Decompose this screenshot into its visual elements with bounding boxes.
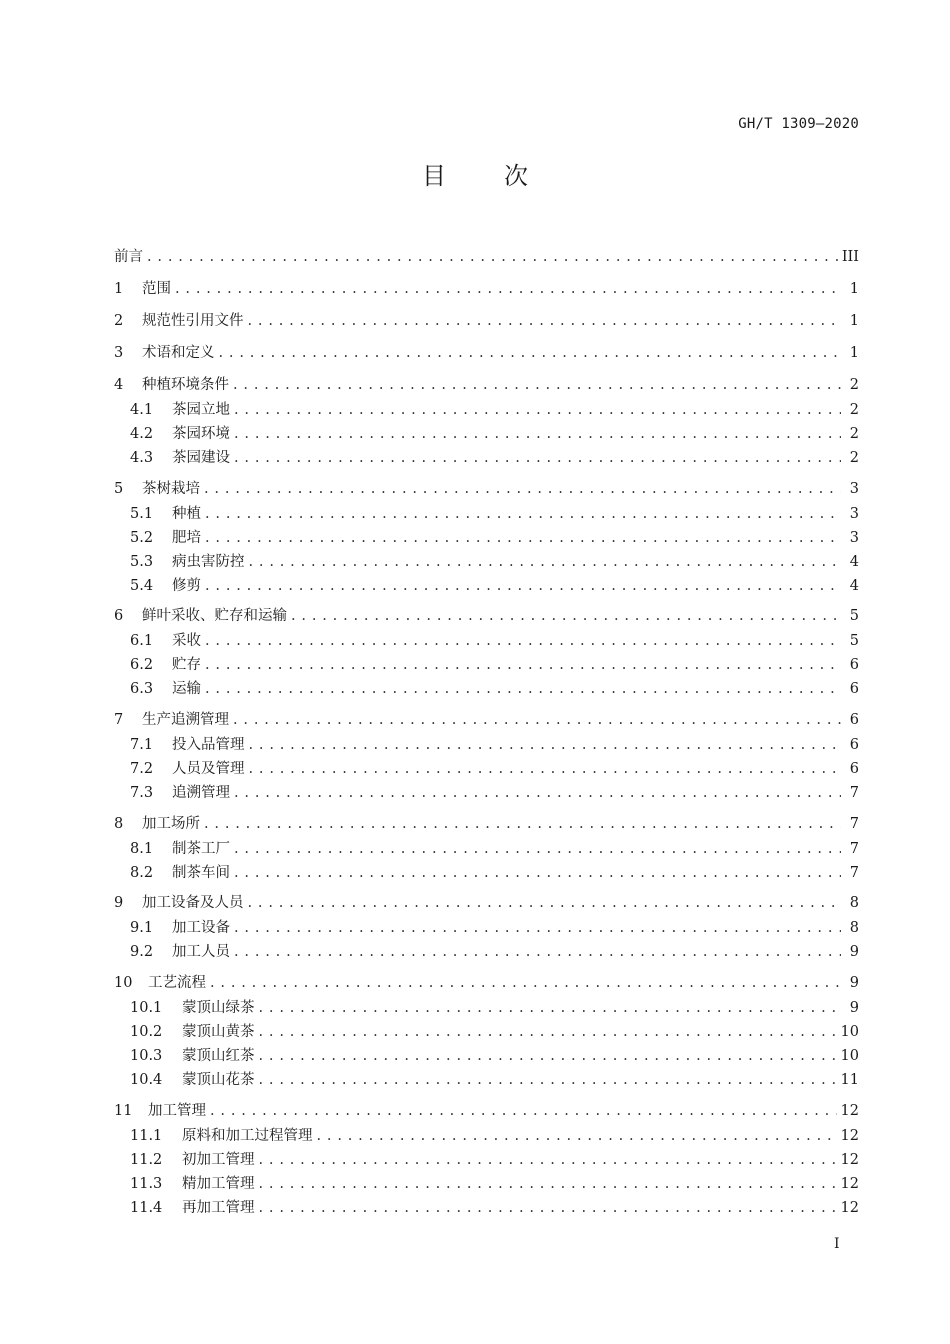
- toc-dot-leader: [234, 424, 841, 444]
- page-number: I: [834, 1236, 840, 1252]
- toc-entry[interactable]: [114, 1126, 859, 1146]
- toc-entry[interactable]: [114, 606, 859, 626]
- toc-entry[interactable]: [114, 710, 859, 730]
- toc-entry-page: 5: [849, 608, 859, 624]
- toc-dot-leader: [249, 552, 842, 572]
- toc-dot-leader: [234, 942, 841, 962]
- toc-entry-page: III: [841, 249, 859, 265]
- toc-entry-label: 加工管理: [148, 1103, 206, 1119]
- toc-dot-leader: [175, 279, 841, 299]
- toc-entry-page: 6: [849, 681, 859, 697]
- toc-entry[interactable]: [114, 942, 859, 962]
- toc-entry-page: 12: [840, 1103, 859, 1119]
- toc-dot-leader: [234, 448, 841, 468]
- toc-entry-number: 6: [114, 608, 124, 624]
- toc-entry-label: 加工设备: [172, 920, 230, 936]
- toc-entry-page: 1: [849, 281, 859, 297]
- toc-entry[interactable]: [114, 1174, 859, 1194]
- toc-entry-label: 前言: [114, 249, 143, 265]
- toc-entry-number: 5.1: [130, 506, 154, 522]
- toc-entry-number: 11.1: [130, 1128, 163, 1144]
- toc-dot-leader: [205, 504, 841, 524]
- toc-entry-number: 7.1: [130, 737, 154, 753]
- toc-entry-page: 3: [849, 506, 859, 522]
- toc-entry-label: 鲜叶采收、贮存和运输: [142, 608, 287, 624]
- toc-dot-leader: [317, 1126, 837, 1146]
- toc-entry-page: 7: [849, 865, 859, 881]
- toc-entry-page: 2: [849, 450, 859, 466]
- toc-entry[interactable]: [114, 400, 859, 420]
- toc-dot-leader: [204, 814, 841, 834]
- toc-entry[interactable]: [114, 973, 859, 993]
- toc-entry-number: 7.3: [130, 785, 154, 801]
- toc-entry-page: 2: [849, 426, 859, 442]
- toc-entry-label: 茶园立地: [172, 402, 230, 418]
- toc-dot-leader: [205, 576, 841, 596]
- toc-dot-leader: [210, 973, 841, 993]
- toc-entry-number: 8: [114, 816, 124, 832]
- toc-entry-page: 2: [849, 377, 859, 393]
- page-title: [0, 156, 950, 191]
- toc-entry-number: 11.2: [130, 1152, 163, 1168]
- toc-entry-page: 12: [840, 1176, 859, 1192]
- toc-entry-number: 10: [114, 975, 133, 991]
- toc-entry-page: 6: [849, 657, 859, 673]
- toc-entry[interactable]: [114, 1022, 859, 1042]
- toc-entry[interactable]: [114, 576, 859, 596]
- toc-entry[interactable]: [114, 735, 859, 755]
- toc-dot-leader: [249, 735, 842, 755]
- toc-entry-label: 生产追溯管理: [142, 712, 229, 728]
- toc-entry-label: 术语和定义: [142, 345, 215, 361]
- toc-entry-label: 范围: [142, 281, 171, 297]
- toc-entry-label: 蒙顶山黄茶: [182, 1024, 255, 1040]
- toc-entry-page: 6: [849, 761, 859, 777]
- toc-entry-page: 10: [840, 1024, 859, 1040]
- toc-entry[interactable]: [114, 998, 859, 1018]
- toc-entry-page: 5: [849, 633, 859, 649]
- toc-entry-number: 2: [114, 313, 124, 329]
- toc-dot-leader: [234, 783, 841, 803]
- toc-dot-leader: [249, 759, 842, 779]
- toc-entry[interactable]: [114, 479, 859, 499]
- toc-entry[interactable]: [114, 448, 859, 468]
- toc-entry-number: 1: [114, 281, 124, 297]
- toc-entry[interactable]: [114, 424, 859, 444]
- toc-dot-leader: [259, 1046, 837, 1066]
- toc-entry-page: 6: [849, 737, 859, 753]
- toc-entry-page: 10: [840, 1048, 859, 1064]
- toc-dot-leader: [248, 311, 842, 331]
- toc-entry-label: 种植环境条件: [142, 377, 229, 393]
- toc-entry[interactable]: [114, 918, 859, 938]
- toc-entry-number: 10.2: [130, 1024, 163, 1040]
- toc-dot-leader: [234, 839, 841, 859]
- toc-entry[interactable]: [114, 279, 859, 299]
- toc-entry-label: 初加工管理: [182, 1152, 255, 1168]
- toc-entry-number: 5.2: [130, 530, 154, 546]
- toc-dot-leader: [233, 710, 841, 730]
- toc-entry-number: 8.2: [130, 865, 154, 881]
- toc-entry-page: 2: [849, 402, 859, 418]
- toc-entry-number: 9.1: [130, 920, 154, 936]
- toc-entry-label: 制茶车间: [172, 865, 230, 881]
- toc-entry-number: 5: [114, 481, 124, 497]
- toc-entry-number: 5.4: [130, 578, 154, 594]
- toc-dot-leader: [219, 343, 842, 363]
- toc-entry-label: 加工人员: [172, 944, 230, 960]
- toc-dot-leader: [234, 400, 841, 420]
- toc-entry-page: 4: [849, 554, 859, 570]
- title-char-2: 次: [504, 162, 528, 190]
- toc-entry-label: 茶树栽培: [142, 481, 200, 497]
- toc-dot-leader: [210, 1101, 837, 1121]
- toc-entry-label: 贮存: [172, 657, 201, 673]
- toc-entry-page: 8: [849, 895, 859, 911]
- toc-entry-label: 运输: [172, 681, 201, 697]
- toc-entry-label: 蒙顶山红茶: [182, 1048, 255, 1064]
- toc-entry[interactable]: [114, 759, 859, 779]
- toc-entry-page: 11: [840, 1072, 859, 1088]
- title-char-1: 目: [422, 162, 446, 190]
- toc-entry-page: 7: [849, 816, 859, 832]
- toc-entry[interactable]: [114, 1046, 859, 1066]
- toc-entry-label: 精加工管理: [182, 1176, 255, 1192]
- toc-dot-leader: [205, 528, 841, 548]
- toc-entry-label: 追溯管理: [172, 785, 230, 801]
- toc-entry-page: 12: [840, 1152, 859, 1168]
- toc-dot-leader: [234, 918, 841, 938]
- toc-entry-number: 9.2: [130, 944, 154, 960]
- toc-entry-label: 种植: [172, 506, 201, 522]
- toc-dot-leader: [248, 893, 842, 913]
- toc-entry-page: 12: [840, 1200, 859, 1216]
- toc-entry[interactable]: [114, 814, 859, 834]
- toc-entry[interactable]: [114, 655, 859, 675]
- toc-entry[interactable]: [114, 1198, 859, 1218]
- toc-entry-page: 8: [849, 920, 859, 936]
- toc-entry-number: 3: [114, 345, 124, 361]
- toc-entry-number: 8.1: [130, 841, 154, 857]
- toc-entry[interactable]: [114, 375, 859, 395]
- toc-entry[interactable]: [114, 343, 859, 363]
- toc-dot-leader: [147, 247, 838, 267]
- toc-entry-label: 蒙顶山花茶: [182, 1072, 255, 1088]
- toc-dot-leader: [259, 1174, 837, 1194]
- toc-entry-number: 4: [114, 377, 124, 393]
- toc-entry[interactable]: [114, 528, 859, 548]
- toc-entry-number: 6.3: [130, 681, 154, 697]
- toc-entry-label: 修剪: [172, 578, 201, 594]
- toc-entry-label: 加工场所: [142, 816, 200, 832]
- toc-entry-label: 病虫害防控: [172, 554, 245, 570]
- toc-entry[interactable]: [114, 783, 859, 803]
- toc-entry-number: 6.2: [130, 657, 154, 673]
- toc-dot-leader: [233, 375, 841, 395]
- toc-dot-leader: [259, 1198, 837, 1218]
- toc-entry-label: 制茶工厂: [172, 841, 230, 857]
- toc-entry[interactable]: [114, 1070, 859, 1090]
- toc-entry-label: 投入品管理: [172, 737, 245, 753]
- toc-entry-label: 规范性引用文件: [142, 313, 244, 329]
- toc-dot-leader: [204, 479, 841, 499]
- toc-entry-page: 12: [840, 1128, 859, 1144]
- toc-entry-number: 10.1: [130, 1000, 163, 1016]
- toc-entry-label: 茶园环境: [172, 426, 230, 442]
- toc-entry-label: 再加工管理: [182, 1200, 255, 1216]
- toc-entry-label: 茶园建设: [172, 450, 230, 466]
- toc-entry-number: 7: [114, 712, 124, 728]
- toc-entry-number: 4.3: [130, 450, 154, 466]
- toc-entry[interactable]: [114, 839, 859, 859]
- toc-dot-leader: [259, 1150, 837, 1170]
- toc-dot-leader: [259, 1022, 837, 1042]
- toc-dot-leader: [234, 863, 841, 883]
- toc-dot-leader: [291, 606, 841, 626]
- toc-entry[interactable]: [114, 863, 859, 883]
- toc-entry[interactable]: [114, 893, 859, 913]
- toc-entry-page: 4: [849, 578, 859, 594]
- toc-entry-number: 11.3: [130, 1176, 163, 1192]
- toc-entry[interactable]: [114, 504, 859, 524]
- toc-entry-number: 11: [114, 1103, 133, 1119]
- toc-dot-leader: [205, 655, 841, 675]
- toc-entry[interactable]: [114, 247, 859, 267]
- toc-entry-number: 10.4: [130, 1072, 163, 1088]
- toc-entry[interactable]: [114, 311, 859, 331]
- toc-entry-label: 蒙顶山绿茶: [182, 1000, 255, 1016]
- toc-dot-leader: [259, 998, 842, 1018]
- toc-entry-number: 10.3: [130, 1048, 163, 1064]
- toc-entry-number: 9: [114, 895, 124, 911]
- toc-entry-page: 1: [849, 345, 859, 361]
- toc-entry-page: 6: [849, 712, 859, 728]
- toc-entry-number: 5.3: [130, 554, 154, 570]
- toc-entry-page: 9: [849, 944, 859, 960]
- toc-dot-leader: [205, 631, 841, 651]
- standard-code: GH/T 1309—2020: [738, 116, 859, 132]
- toc-entry-label: 原料和加工过程管理: [182, 1128, 313, 1144]
- toc-entry[interactable]: [114, 1150, 859, 1170]
- toc-entry-number: 4.2: [130, 426, 154, 442]
- toc-entry[interactable]: [114, 679, 859, 699]
- toc-entry-page: 9: [849, 1000, 859, 1016]
- toc-entry-page: 3: [849, 481, 859, 497]
- toc-entry[interactable]: [114, 552, 859, 572]
- toc-entry-number: 7.2: [130, 761, 154, 777]
- toc-entry-label: 人员及管理: [172, 761, 245, 777]
- toc-dot-leader: [205, 679, 841, 699]
- toc-entry-number: 11.4: [130, 1200, 163, 1216]
- toc-entry-page: 9: [849, 975, 859, 991]
- toc-entry-label: 肥培: [172, 530, 201, 546]
- toc-entry-page: 7: [849, 841, 859, 857]
- toc-dot-leader: [259, 1070, 837, 1090]
- toc-entry[interactable]: [114, 1101, 859, 1121]
- toc-entry-page: 7: [849, 785, 859, 801]
- toc-entry-label: 工艺流程: [148, 975, 206, 991]
- toc-entry-number: 4.1: [130, 402, 154, 418]
- toc-entry-page: 1: [849, 313, 859, 329]
- toc-entry-label: 采收: [172, 633, 201, 649]
- toc-entry-number: 6.1: [130, 633, 154, 649]
- toc-entry-page: 3: [849, 530, 859, 546]
- toc-entry[interactable]: [114, 631, 859, 651]
- toc-entry-label: 加工设备及人员: [142, 895, 244, 911]
